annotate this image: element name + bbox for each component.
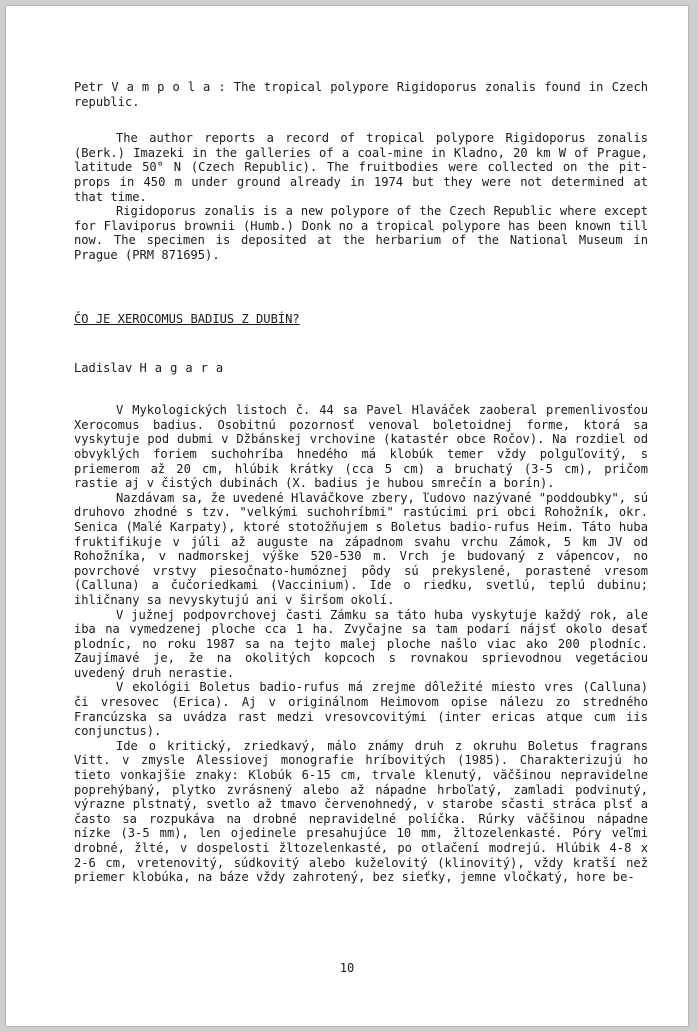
article-title-line bbox=[74, 80, 648, 109]
body-paragraph-3: V južnej podpovrchovej časti Zámku sa táto huba vyskytuje každý rok, ale iba na vymedzenej ploche cca 1 ha. Zvyčajne sa tam podarí nájsť okolo desať plodníc, no roku 1987 sa na tejto malej ploche našlo viac ako 200 plodníc. Zaujímavé je, že na okolitých kopcoch s rovnakou sprievodnou vegetáciou uvedený druh nerastie. bbox=[74, 607, 648, 680]
journal-page bbox=[6, 6, 688, 1026]
body-paragraph-2: Nazdávam sa, že uvedené Hlaváčkove zbery, ľudovo nazývané "poddoubky", sú druhovo zhodné s tzv. "velkými suchohríbmi" rastúcimi pri obci Rohožník, okr. Senica (Malé Karpaty), ktoré stotožňujem s Boletus badio-rufus Heim. Táto huba fruktifikuje v júli až auguste na západnom svahu vrchu Zámok, 5 km JV od Rohožníka, v nadmorskej výške 520-530 m. Vrch je budovaný z vápencov, no povrchové vrstvy piesočnato-humóznej pôdy sú prekyslené, porastené vresom (Calluna) a čučoriedkami (Vaccinium). Ide o riedku, svetlú, teplú dubinu; ihličnany sa nevyskytujú ani v širšom okolí. bbox=[74, 490, 648, 607]
article-title: : The tropical polypore Rigidoporus zonalis found in Czech republic. bbox=[74, 80, 649, 109]
section-heading: ČO JE XEROCOMUS BADIUS Z DUBÍN? bbox=[74, 312, 300, 326]
page-number: 10 bbox=[339, 961, 355, 975]
body-paragraph-1: V Mykologických listoch č. 44 sa Pavel Hlaváček zaoberal premenlivosťou Xerocomus badius. Osobitnú pozornosť venoval boletoidnej forme, ktorá sa vyskytuje pod dubmi v Džbánskej vrchovine (katastér obce Ročov). Na rozdiel od obvyklých foriem suchohríba hnedého má klobúk temer vždy polguľovitý, s priemerom až 20 cm, hlúbik krátky (cca 5 cm) a bruchatý (3-5 cm), pričom rastie aj v čistých dubinách (X. badius je hubou smrečín a borín). bbox=[74, 403, 648, 491]
section-author-last: Hagara bbox=[139, 360, 232, 375]
author-last-name: Vampola bbox=[111, 80, 219, 94]
section-author-first: Ladislav bbox=[74, 360, 133, 375]
abstract-paragraph-1: The author reports a record of tropical polypore Rigidoporus zonalis (Berk.) Imazeki in the galleries of a coal-mine in Kladno, 20 km W of Prague, latitude 50° N (Czech Republic). The fruitbodies were collected on the pit-props in 450 m under ground already in 1974 but they were not determined at that time. bbox=[74, 131, 648, 204]
author-first-name: Petr bbox=[74, 80, 104, 94]
section-author bbox=[74, 361, 648, 376]
article-abstract bbox=[74, 80, 648, 263]
abstract-paragraph-2: Rigidoporus zonalis is a new polypore of the Czech Republic where except for Flaviporus brownii (Humb.) Donk no a tropical polypore has been known till now. The specimen is deposited at the herbarium of the National Museum in Prague (PRM 871695). bbox=[74, 204, 648, 262]
body-paragraph-4: V ekológii Boletus badio-rufus má zrejme dôležité miesto vres (Calluna) či vresovec (Erica). Aj v originálnom Heimovom opise nálezu zo stredného Francúzska sa uvádza rast medzi vresovcovitými (inter ericas atque cum iis conjunctus). bbox=[74, 680, 648, 739]
article-body bbox=[74, 312, 648, 885]
body-paragraph-5: Ide o kritický, zriedkavý, málo známy druh z okruhu Boletus fragrans Vitt. v zmysle Alessiovej monografie hríbovitých (1985). Charakterizujú ho tieto vonkajšie znaky: Klobúk 6-15 cm, trvale klenutý, väčšinou nepravidelne poprehýbaný, plytko zvrásnený alebo až nápadne hrboľatý, zamladi podvinutý, výrazne plstnatý, svetlo až tmavo červenohnedý, v starobe sčasti stráca plsť a často sa rozpukáva na drobné nepravidelné políčka. Rúrky väčšinou nápadne nízke (3-5 mm), len ojedinele presahujúce 10 mm, žltozelenkasté. Póry veľmi drobné, žlté, v dospelosti žltozelenkasté, po otlačení modrejú. Hlúbik 4-8 x 2-6 cm, vretenovitý, súdkovitý alebo kuželovitý (klinovitý), vždy kratší než priemer klobúka, na báze vždy zahrotený, bez sieťky, jemne vločkatý, hore be- bbox=[74, 738, 648, 885]
